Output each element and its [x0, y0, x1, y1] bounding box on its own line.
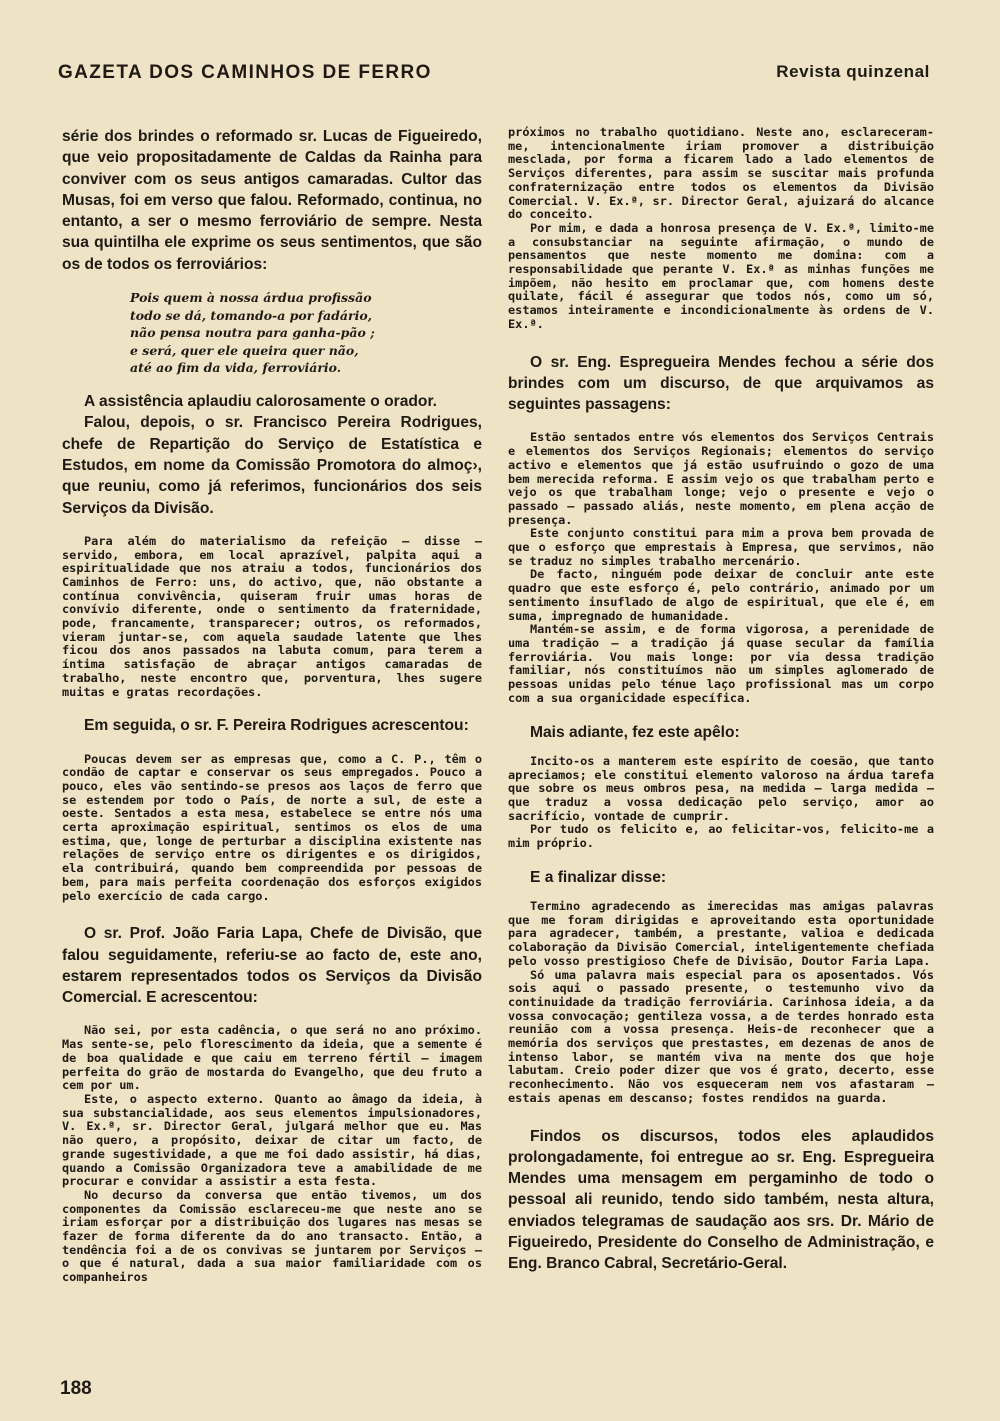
speech-quote: Não sei, por esta cadência, o que será no ano próximo. Mas sente-se, pelo florescimento da ideia, que a semente é de boa qualidade e que caiu em terreno fértil — imagem perfeita do grão de mostarda do Evangelho, que deu fruto a cem por um.: [62, 1023, 482, 1093]
poem-line: todo se dá, tomando-a por fadário,: [130, 307, 373, 323]
page-header: [58, 62, 930, 92]
speech-quote: Só uma palavra mais especial para os aposentados. Vós sois aqui o passado presente, o testemunho vivo da continuidade da tradição ferroviária. Carinhosa ideia, a da vossa convocação; gentileza vossa, a de terdes honrado esta reunião com a vossa presença. Heis-de reconhecer que a memória dos serviços que prestastes, em dezenas de anos de intenso labor, se mantém viva na mente dos que hoje labutam. Creio poder dizer que vos é grato, decerto, esse reconhecimento. Não vos esqueceram nem vos afastaram — estais apenas em descanso; fostes rendidos na guarda.: [508, 967, 934, 1105]
page-number: 188: [60, 1378, 92, 1399]
speech-quote: Por tudo os felicito e, ao felicitar-vos, felicito-me a mim próprio.: [508, 822, 934, 851]
magazine-title: GAZETA DOS CAMINHOS DE FERRO: [58, 62, 432, 83]
paragraph: Findos os discursos, todos eles aplaudidos prolongadamente, foi entregue ao sr. Eng. Espregueira Mendes uma mensagem em pergaminho de todo o pessoal ali reunido, tendo sido também, nesta altura, enviados telegramas de saudação aos srs. Dr. Mário de Figueiredo, Presidente do Conselho de Administração, e Eng. Branco Cabral, Secretário-Geral.: [508, 1127, 934, 1273]
speech-quote: Termino agradecendo as imerecidas mas amigas palavras que me foram dirigidas e aproveitando esta oportunidade para agradecer, também, a prestante, valioa e dedicada colaboração da Divisão Comercial, inteligentemente chefiada pelo vosso prestigioso Chefe de Divisão, Doutor Faria Lapa.: [508, 899, 934, 968]
speech-quote: De facto, ninguém pode deixar de concluir ante este quadro que este esforço é, pelo contrário, animado por um sentimento insuflado de algo de espiritual, que ele é, em suma, impregnado de humanidade.: [508, 567, 934, 623]
speech-quote: próximos no trabalho quotidiano. Neste ano, esclareceram-me, intencionalmente iriam promover a distribuição mesclada, por forma a ficarem lado a lado elementos de Serviços diferentes, para assim se suscitar mais profunda confraternização entre todos os elementos da Divisão Comercial. V. Ex.ª, sr. Director Geral, ajuizará do alcance do conceito.: [508, 125, 934, 222]
speech-quote: Este conjunto constitui para mim a prova bem provada de que o esforço que emprestais à Empresa, que servimos, não se traduz no simples trabalho mercenário.: [508, 526, 934, 568]
speech-quote: No decurso da conversa que então tivemos, um dos componentes da Comissão esclareceu-me que neste ano se iriam esforçar por a distribuição dos lugares nas mesas se fazer de forma diferente da do ano transacto. Então, a tendência foi a de os convivas se juntarem por Serviços — o que é natural, dada a sua maior familiaridade com os companheiros: [62, 1187, 482, 1285]
poem-line: e será, quer ele queira quer não,: [130, 342, 359, 358]
paragraph: série dos brindes o reformado sr. Lucas de Figueiredo, que veio propositadamente de Caldas da Rainha para conviver com os seus antigos camaradas. Cultor das Musas, foi em verso que falou. Reformado, continua, no entanto, a ser o mesmo ferroviário de sempre. Nesta sua quintilha ele exprime os seus sentimentos, que são os de todos os ferroviários:: [62, 128, 482, 273]
speech-quote: Mantém-se assim, e de forma vigorosa, a perenidade de uma tradição — a tradição já quase secular da família ferroviária. Vou mais longe: por via dessa tradição familiar, nós constituímos não um simples aglomerado de pessoas unidas pelo ténue laço profissional mas um corpo com a sua organicidade específica.: [508, 622, 934, 705]
poem-quintilha: [130, 289, 482, 377]
paragraph: Falou, depois, o sr. Francisco Pereira Rodrigues, chefe de Repartição do Serviço de Estatística e Estudos, em nome da Comissão Promotora do almoç›, que reuniu, como já referimos, funcionários dos seis Serviços da Divisão.: [62, 414, 482, 517]
paragraph: E a finalizar disse:: [530, 868, 667, 886]
poem-line: até ao fim da vida, ferroviário.: [130, 360, 342, 376]
poem-line: Pois quem à nossa árdua profissão: [130, 290, 372, 306]
magazine-subtitle: Revista quinzenal: [776, 62, 930, 81]
speech-quote: Para além do materialismo da refeição — disse — servido, embora, em local aprazível, palpita aqui a espiritualidade que nos atraiu a todos, funcionários dos Caminhos de Ferro: uns, do activo, que, não obstante a contínua convivência, quiseram fruir umas horas de convívio diferente, onde o sentimento da fraternidade, pode, francamente, transparecer; outros, os reformados, vieram juntar-se, com aquela saudade latente que lhes ficou dos anos passados na labuta comum, para terem a íntima satisfação de abraçar antigos camaradas de trabalho, neste encontro que, porventura, lhes sugere muitas e gratas recordações.: [62, 533, 482, 699]
speech-quote: Este, o aspecto externo. Quanto ao âmago da ideia, à sua substancialidade, aos seus elementos impulsionadores, V. Ex.ª, sr. Director Geral, julgará melhor que eu. Mas não quero, a propósito, deixar de citar um facto, de grande sugestividade, a que me foi dado assistir, há dias, quando a Comissão Organizadora teve a amabilidade de me procurar e convidar a assistir a esta festa.: [62, 1092, 482, 1189]
poem-line: não pensa noutra para ganha-pão ;: [130, 325, 375, 341]
speech-quote: Incito-os a manterem este espírito de coesão, que tanto apreciamos; ele constitui elemento valoroso na árdua tarefa que sobre os meus ombros pesa, na medida — larga medida — que traduz a vossa dedicação pelo serviço, amor ao sacrifício, vontade de cumprir.: [508, 753, 934, 823]
speech-quote: Por mim, e dada a honrosa presença de V. Ex.ª, limito-me a consubstanciar na seguinte afirmação, o mundo de pensamentos que neste momento me domina: com a responsabilidade que perante V. Ex.ª as minhas funções me impõem, não hesito em proclamar que, com homens deste quilate, fácil é assegurar que todos nós, como um só, estamos inteiramente e incondicionalmente às ordens de V. Ex.ª.: [508, 220, 934, 331]
paragraph: Mais adiante, fez este apêlo:: [530, 723, 740, 741]
paragraph: O sr. Prof. João Faria Lapa, Chefe de Divisão, que falou seguidamente, referiu-se ao facto de, este ano, estarem representados todos os Serviços da Divisão Comercial. E acrescentou:: [62, 925, 482, 1007]
speech-quote: Estão sentados entre vós elementos dos Serviços Centrais e elementos dos Serviços Regionais; elementos do serviço activo e elementos que já estão usufruindo o gozo de uma bem merecida reforma. E assim vejo os que trabalham perto e vejo os que trabalham longe; vejo o presente e vejo o passado — passado aliás, neste momento, em plena acção de presença.: [508, 430, 934, 527]
left-column: [62, 126, 482, 1285]
speech-quote: Poucas devem ser as empresas que, como a C. P., têm o condão de captar e conservar os seus empregados. Pouco a pouco, eles vão sentindo-se presos aos laços de ferro que se estendem por todo o País, de norte a sul, de este a oeste. Sentados a esta mesa, estabelece se entre nós uma certa aproximação espiritual, sentimos os elos de uma estima, que, longe de perturbar a disciplina existente nas relações de serviço entre os dirigentes e os dirigidos, ela contribuirá, quando bem compreendida por pessoas de bem, para mais perfeita coordenação dos esforços exigidos pelo exercício de cada cargo.: [62, 751, 482, 903]
paragraph: O sr. Eng. Espregueira Mendes fechou a série dos brindes com um discurso, de que arquivamos as seguintes passagens:: [508, 353, 934, 414]
paragraph: Em seguida, o sr. F. Pereira Rodrigues acrescentou:: [84, 717, 469, 735]
paragraph: A assistência aplaudiu calorosamente o orador.: [84, 393, 437, 411]
right-column: [508, 126, 934, 1275]
